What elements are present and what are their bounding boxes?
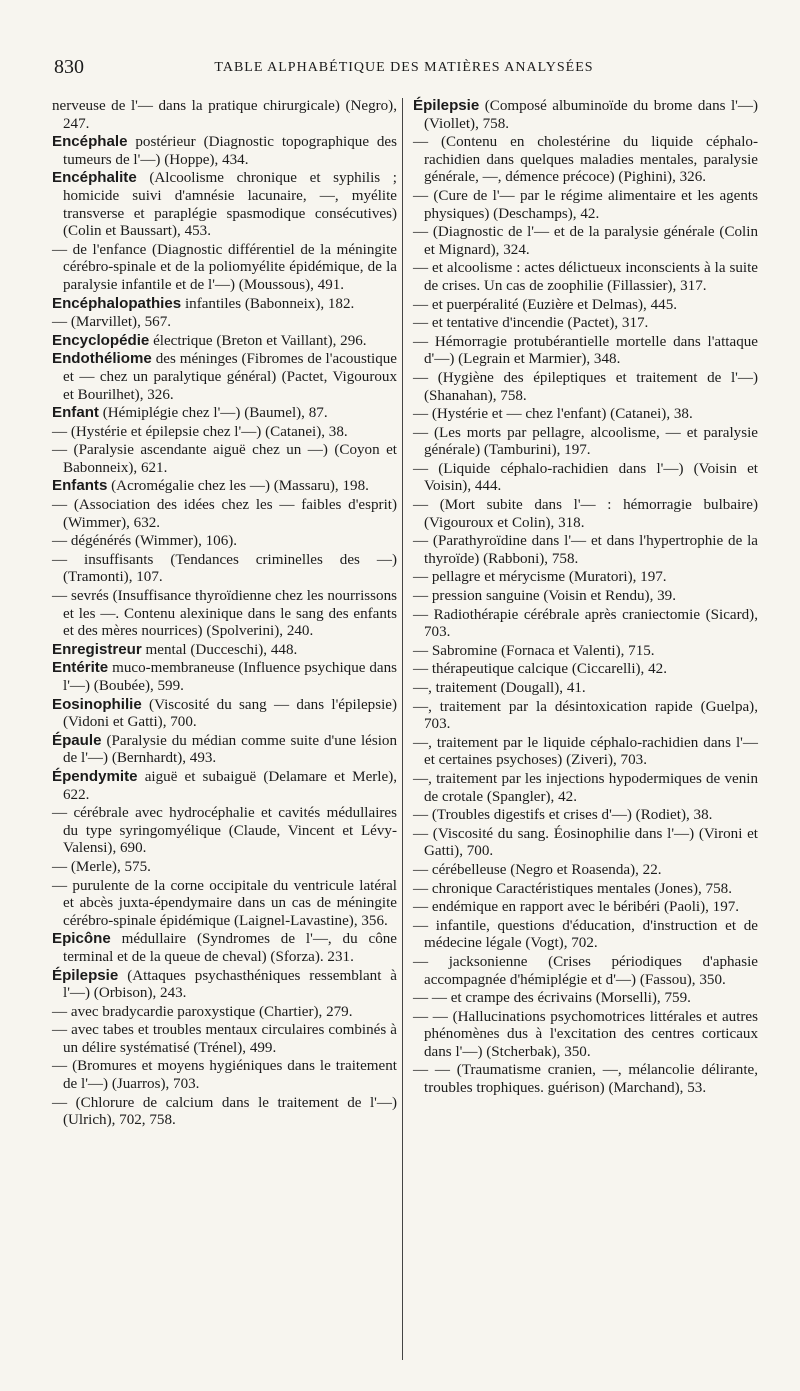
index-entry [413,1008,758,1062]
entry-text: des méninges (Fibromes de l'acoustique et — chez un paralytique général) (Pactet, Vigouroux et Bourilhet), 326. [63,351,397,403]
index-entry [52,350,397,404]
entry-text: aiguë et subaiguë (Delamare et Merle), 622. [63,768,398,803]
index-entry [52,858,397,877]
entry-text: —, traitement par la désintoxication rapide (Guelpa), 703. [413,698,758,733]
index-entry [413,369,758,405]
entry-text: — (Hystérie et — chez l'enfant) (Catanei), 38. [413,406,693,423]
index-entry [52,404,397,423]
entry-text: — (Chlorure de calcium dans le traitement de l'—) (Ulrich), 702, 758. [52,1094,397,1129]
index-entry [52,313,397,332]
index-entry [413,770,758,806]
entry-text: — (Marvillet), 567. [52,314,172,331]
entry-text: — purulente de la corne occipitale du ventricule latéral et abcès juxta-épendymaire dans un cas de méningite cérébro-spinale épidémique (Laignel-Lavastine), 356. [52,877,397,929]
entry-text: —, traitement par le liquide céphalo-rachidien dans l'— et certaines psychoses) (Ziveri), 703. [413,734,758,769]
entry-text: — (Association des idées chez les — faibles d'esprit) (Wimmer), 632. [52,497,397,531]
entry-text: nerveuse de l'— dans la pratique chirurgicale) (Negro), 247. [52,98,397,132]
index-entry [413,460,758,496]
index-entry [52,241,397,295]
entry-headword: Entérite [52,659,109,677]
index-entry [413,1061,758,1097]
index-entry [413,642,758,661]
index-entry [52,696,397,732]
entry-text: mental (Ducceschi), 448. [145,641,298,658]
entry-text: — pellagre et mérycisme (Muratori), 197. [413,569,667,586]
entry-text: (Hémiplégie chez l'—) (Baumel), 87. [102,405,328,422]
entry-text: (Acromégalie chez les —) (Massaru), 198. [111,478,369,495]
entry-text: — thérapeutique calcique (Ciccarelli), 42. [413,661,667,678]
entry-text: — de l'enfance (Diagnostic différentiel de la méningite cérébro-spinale et de la poliomyélite épidémique, de la paralysie infantile et de l'—) (Moussous), 491. [52,241,397,293]
index-entry [52,477,397,496]
index-entry [52,496,397,532]
index-entry [52,532,397,551]
entry-headword: Épilepsie [52,966,119,984]
entry-text: muco-membraneuse (Influence psychique dans l'—) (Boubée), 599. [63,660,397,694]
entry-headword: Épilepsie [413,97,480,114]
index-entry [413,880,758,899]
entry-text: — infantile, questions d'éducation, d'instruction et de médecine légale (Vogt), 702. [413,917,758,952]
entry-text: — endémique en rapport avec le béribéri (Paoli), 197. [413,899,740,916]
index-entry [52,169,397,240]
page-number: 830 [54,56,84,78]
entry-text: —, traitement (Dougall), 41. [413,680,586,696]
index-entry [413,917,758,953]
entry-text: — (Parathyroïdine dans l'— et dans l'hypertrophie de la thyroïde) (Rabboni), 758. [413,533,758,567]
index-entry [52,804,397,858]
entry-text: — sevrés (Insuffisance thyroïdienne chez les nourrissons et les —. Contenu alexinique dans le sang des enfants et des mères nourrices) (Spolverini), 240. [52,588,397,640]
entry-text: — et puerpéralité (Euzière et Delmas), 445. [413,296,678,313]
index-entry [413,861,758,880]
entry-text: électrique (Breton et Vaillant), 296. [153,332,367,349]
entry-text: — (Mort subite dans l'— : hémorragie bulbaire) (Vigouroux et Colin), 318. [413,497,758,531]
entry-headword: Endothéliome [52,350,152,368]
entry-text: — Sabromine (Fornaca et Valenti), 715. [413,642,655,659]
entry-text: — chronique Caractéristiques mentales (Jones), 758. [413,880,732,897]
entry-text: — cérébelleuse (Negro et Roasenda), 22. [413,861,662,878]
entry-text: — pression sanguine (Voisin et Rendu), 39. [413,588,676,605]
page-header [54,56,754,84]
entry-text: — et alcoolisme : actes délictueux inconscients à la suite de crises. Un cas de zoophilie (Fillassier), 317. [413,260,758,294]
entry-text: médullaire (Syndromes de l'—, du cône terminal et de la queue de cheval) (Sforza). 231. [63,931,398,965]
entry-text: — insuffisants (Tendances criminelles des —) (Tramonti), 107. [52,551,397,586]
entry-text: — (Bromures et moyens hygiéniques dans le traitement de l'—) (Juarros), 703. [52,1058,397,1093]
entry-headword: Épaule [52,731,102,749]
index-entry [413,698,758,734]
index-entry [413,223,758,259]
index-column-right [413,97,758,1098]
entry-text: infantiles (Babonneix), 182. [184,295,355,312]
index-entry [413,898,758,917]
entry-text: (Viscosité du sang — dans l'épilepsie) (Vidoni et Gatti), 700. [63,696,397,731]
index-entry [52,732,397,768]
entry-text: — (Cure de l'— par le régime alimentaire et les agents physiques) (Deschamps), 42. [413,187,758,222]
index-entry [52,768,397,804]
index-entry [52,967,397,1003]
entry-text: postérieur (Diagnostic topographique des tumeurs de l'—) (Hoppe), 434. [63,134,397,168]
index-entry [413,424,758,460]
entry-headword: Encéphalite [52,169,137,187]
index-entry [413,734,758,770]
entry-text: (Paralysie du médian comme suite d'une lésion de l'—) (Bernhardt), 493. [63,732,398,767]
index-entry [52,1021,397,1057]
entry-text: — dégénérés (Wimmer), 106). [52,533,238,550]
entry-headword: Encéphalopathies [52,294,182,312]
entry-text: — avec tabes et troubles mentaux circulaires combinés à un délire systématisé (Trénel), 499. [52,1022,397,1056]
entry-text: — cérébrale avec hydrocéphalie et cavités médullaires du type syringomyélique (Claude, Vincent et Lévy-Valensi), 690. [52,805,397,857]
entry-headword: Eosinophilie [52,695,142,713]
index-entry [413,133,758,187]
entry-text: — — et crampe des écrivains (Morselli), 759. [413,990,691,1007]
index-entry [413,532,758,568]
index-entry [52,587,397,641]
index-entry [413,405,758,424]
index-entry [52,133,397,169]
index-entry [413,825,758,861]
entry-headword: Encyclopédie [52,331,150,349]
entry-headword: Enfants [52,477,108,495]
index-entry [52,332,397,351]
index-entry [413,953,758,989]
entry-headword: Enregistreur [52,640,142,658]
entry-text: — — (Traumatisme cranien, —, mélancolie délirante, troubles trophiques. guérison) (Marchand), 53. [413,1062,758,1097]
index-entry [52,641,397,660]
index-entry [52,97,397,133]
entry-text: — Radiothérapie cérébrale après craniectomie (Sicard), 703. [413,606,758,641]
entry-text: — jacksonienne (Crises périodiques d'aphasie accompagnée d'hémiplégie et d'—) (Fassou), 350. [413,953,758,988]
entry-text: — avec bradycardie paroxystique (Chartier), 279. [52,1003,353,1020]
entry-headword: Encéphale [52,133,128,151]
index-entry [413,660,758,679]
index-entry [52,295,397,314]
column-divider [402,98,403,1360]
index-entry [413,296,758,315]
entry-text: — et tentative d'incendie (Pactet), 317. [413,315,649,332]
entry-text: — (Paralysie ascendante aiguë chez un —) (Coyon et Babonneix), 621. [52,442,397,476]
entry-headword: Épendymite [52,767,138,785]
index-entry [52,441,397,477]
index-column-left [52,97,397,1130]
index-entry [52,930,397,966]
entry-text: (Attaques psychasthéniques ressemblant à l'—) (Orbison), 243. [63,967,397,1002]
entry-text: — — (Hallucinations psychomotrices littérales et autres phénomènes dus à l'excitation des centres corticaux dans l'—) (Stcherbak), 350. [413,1008,758,1060]
index-entry [413,187,758,223]
index-entry [413,97,758,133]
index-entry [413,333,758,369]
index-entry [413,568,758,587]
entry-text: —, traitement par les injections hypodermiques de venin de crotale (Spangler), 42. [413,770,758,805]
entry-text: — (Hygiène des épileptiques et traitement de l'—) (Shanahan), 758. [413,369,758,404]
entry-text: — Hémorragie protubérantielle mortelle dans l'attaque d'—) (Legrain et Marmier), 348. [413,333,758,368]
index-entry [52,551,397,587]
index-entry [52,1003,397,1022]
entry-text: — (Hystérie et épilepsie chez l'—) (Catanei), 38. [52,423,348,440]
index-entry [413,259,758,295]
entry-text: — (Diagnostic de l'— et de la paralysie générale (Colin et Mignard), 324. [413,224,758,258]
entry-text: — (Merle), 575. [52,858,151,875]
index-entry [52,877,397,931]
index-entry [413,496,758,532]
index-entry [52,1094,397,1130]
index-entry [413,989,758,1008]
index-entry [413,587,758,606]
entry-text: — (Les morts par pellagre, alcoolisme, — et paralysie générale) (Tamburini), 197. [413,424,758,459]
index-entry [413,314,758,333]
entry-headword: Epicône [52,930,111,948]
entry-text: — (Liquide céphalo-rachidien dans l'—) (Voisin et Voisin), 444. [413,460,758,495]
index-entry [413,806,758,825]
index-entry [413,606,758,642]
index-entry [52,1057,397,1093]
running-title: TABLE ALPHABÉTIQUE DES MATIÈRES ANALYSÉES [214,60,594,75]
index-entry [52,423,397,442]
entry-text: — (Troubles digestifs et crises d'—) (Rodiet), 38. [413,807,713,824]
entry-text: — (Viscosité du sang. Éosinophilie dans l'—) (Vironi et Gatti), 700. [413,825,758,860]
entry-text: — (Contenu en cholestérine du liquide céphalo-rachidien dans quelques maladies mentales, paralysie générale, —, démence précoce) (Pighini), 326. [413,134,758,186]
index-entry [52,659,397,695]
index-entry [413,679,758,698]
entry-text: (Composé albuminoïde du brome dans l'—) (Viollet), 758. [424,98,758,132]
entry-headword: Enfant [52,404,99,422]
entry-text: (Alcoolisme chronique et syphilis ; homicide suivi d'amnésie lacunaire, —, myélite transverse et paraplégie spasmodique consécutives) (Colin et Baussart), 453. [63,170,397,240]
